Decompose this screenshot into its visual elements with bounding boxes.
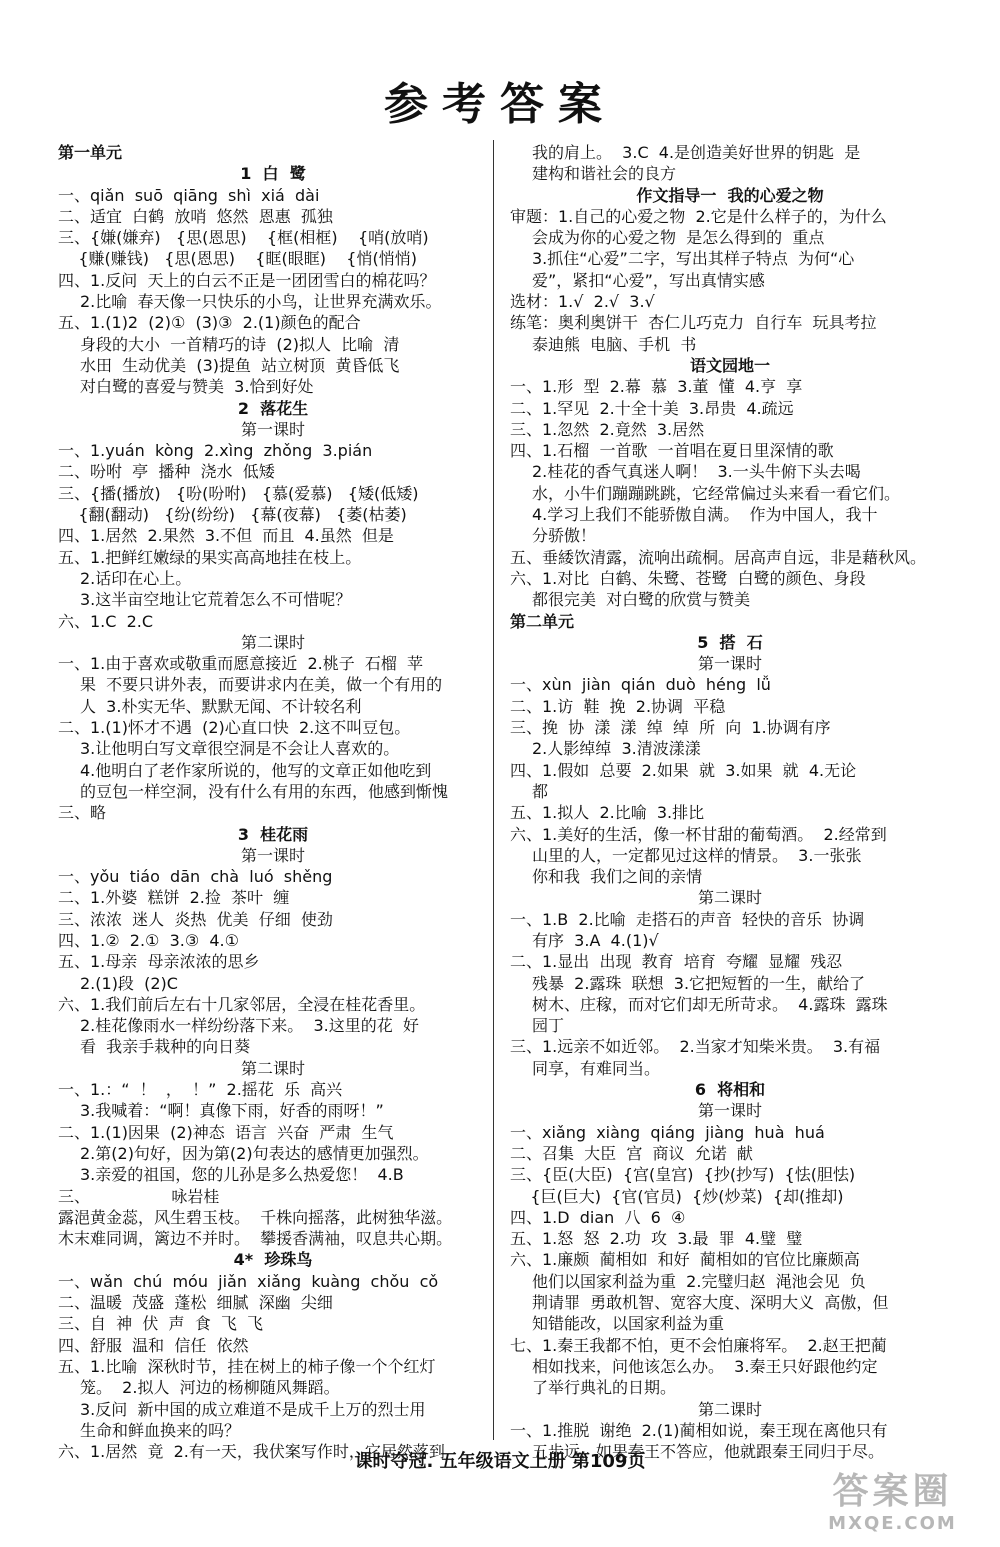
unit-heading: 第二单元 (510, 611, 575, 631)
answer-line: 2.话印在心上。 (80, 568, 192, 588)
answer-line: 三、{播(播放) {吩(吩咐) {慕(爱慕) {矮(低矮) (58, 483, 419, 503)
session-heading: 第一课时 (240, 419, 305, 439)
page-title: 参考答案 (384, 79, 616, 130)
answer-line: 一、1.B 2.比喻 走搭石的声音 轻快的音乐 协调 (510, 909, 865, 929)
answer-line: 园丁 (532, 1016, 565, 1036)
answer-line: 2.桂花像雨水一样纷纷落下来。 3.这里的花 好 (80, 1016, 419, 1036)
answer-line: 2.比喻 春天像一只快乐的小鸟，让世界充满欢乐。 (80, 292, 442, 312)
session-heading: 第二课时 (240, 1058, 305, 1078)
answer-line: 4.学习上我们不能骄傲自满。 作为中国人，我十 (532, 505, 878, 525)
answer-line: 4.他明白了老作家所说的，他写的文章正如他吃到 (80, 760, 432, 780)
answer-line: 树木、庄稼，而对它们却无所苛求。 4.露珠 露珠 (532, 994, 888, 1014)
answer-line: 四、1.石榴 一首歌 一首唱在夏日里深情的歌 (510, 441, 834, 461)
answer-line: {赚(赚钱) {思(恩思) {眶(眼眶) {悄(悄悄) (58, 249, 417, 269)
answer-line: 一、yǒu tiáo dān chà luó shěng (58, 867, 333, 887)
answer-line: 同享，有难同当。 (532, 1058, 661, 1078)
lesson-heading: 5 搭 石 (697, 632, 763, 652)
answer-line: 四、1.② 2.① 3.③ 4.① (58, 930, 239, 950)
answer-line: 三、{嫌(嫌弃) {思(恩思) {框(相框) {哨(放哨) (58, 228, 429, 248)
answer-line: 三、1.远亲不如近邻。 2.当家才知柴米贵。 3.有福 (510, 1037, 881, 1057)
answer-line: 六、1.对比 白鹤、朱鹭、苍鹭 白鹭的颜色、身段 (510, 568, 866, 588)
answer-line: 二、1.显出 出现 教育 培育 夸耀 显耀 残忍 (510, 952, 843, 972)
answer-line: 果 不要只讲外表，而要讲求内在美，做一个有用的 (80, 675, 443, 695)
watermark-url: MXQE.COM (828, 1513, 957, 1534)
answer-line: 四、1.居然 2.果然 3.不但 而且 4.虽然 但是 (58, 526, 394, 546)
answer-line: 露浥黄金蕊，风生碧玉枝。 千株向摇落，此树独华滋。 (58, 1207, 453, 1227)
answers-column-left (58, 142, 488, 1462)
answer-line: 三、挽 协 漾 漾 绰 绰 所 向 1.协调有序 (510, 718, 831, 738)
answer-line: 水，小牛们蹦蹦跳跳，它经常偏过头来看一看它们。 (532, 483, 901, 503)
answer-line: 五、1.比喻 深秋时节，挂在树上的柿子像一个个红灯 (58, 1356, 436, 1376)
answer-line: 五、1.(1)2 (2)① (3)③ 2.(1)颜色的配合 (58, 313, 361, 333)
answer-line: 笼。 2.拟人 河边的杨柳随风舞蹈。 (80, 1378, 340, 1398)
session-heading: 第一课时 (697, 1101, 762, 1121)
session-heading: 第二课时 (697, 1399, 762, 1419)
answer-line: 三、自 神 伏 声 食 飞 飞 (58, 1314, 264, 1334)
answer-line: 一、1.形 型 2.幕 慕 3.董 懂 4.亨 享 (510, 377, 803, 397)
answers-column-right (510, 142, 950, 1462)
answer-line: 我的肩上。 3.C 4.是创造美好世界的钥匙 是 (532, 143, 861, 162)
unit-heading: 第一单元 (58, 143, 123, 162)
column-divider (493, 140, 494, 1440)
answer-line: 3.这半亩空地让它荒着怎么不可惜呢？ (80, 590, 352, 610)
session-heading: 第二课时 (240, 632, 305, 652)
answer-line: 身段的大小 一首精巧的诗 (2)拟人 比喻 清 (80, 334, 400, 354)
watermark-text: 答案圈 (832, 1471, 953, 1512)
answer-line: 二、吩咐 亭 播种 浇水 低矮 (58, 462, 275, 482)
answer-line: 五、1.母亲 母亲浓浓的思乡 (58, 952, 260, 972)
session-heading: 第一课时 (240, 845, 305, 865)
answer-line: 一、1.由于喜欢或敬重而愿意接近 2.桃子 石榴 苹 (58, 654, 424, 674)
answer-line: 二、适宜 白鹤 放哨 悠然 恩惠 孤独 (58, 206, 333, 226)
answer-line: 会成为你的心爱之物 是怎么得到的 重点 (532, 228, 825, 248)
answer-line: 生命和鲜血换来的吗？ (80, 1420, 241, 1440)
answer-line: 六、1.我们前后左右十几家邻居，全浸在桂花香里。 (58, 994, 426, 1014)
answer-line: 爱”，紧扣“心爱”，写出真情实感 (532, 270, 765, 290)
answer-line: 三、略 (58, 803, 107, 823)
answer-line: 选材：1.√ 2.√ 3.√ (510, 292, 655, 312)
answer-line: 3.反问 新中国的成立难道不是成千上万的烈士用 (80, 1399, 426, 1419)
answer-line: 残暴 2.露珠 联想 3.它把短暂的一生，献给了 (532, 973, 866, 993)
answer-line: 2.桂花的香气真迷人啊！ 3.一头牛俯下头去喝 (532, 462, 861, 482)
answer-line: 看 我亲手栽种的向日葵 (80, 1037, 251, 1057)
answer-line: 一、1.推脱 谢绝 2.(1)蔺相如说，秦王现在离他只有 (510, 1420, 888, 1440)
answer-line: 的豆包一样空洞，没有什么有用的东西，他感到惭愧 (80, 781, 449, 801)
answer-line: 二、1.访 鞋 挽 2.协调 平稳 (510, 696, 726, 716)
page-footer: 课时夺冠. 五年级语文上册 第109页 (354, 1451, 646, 1472)
answer-line: 一、1.：“ ！ ， ！” 2.摇花 乐 高兴 (58, 1080, 343, 1100)
answer-line: 分骄傲！ (532, 526, 597, 546)
answer-line: 二、1.(1)因果 (2)神态 语言 兴奋 严肃 生气 (58, 1122, 394, 1142)
lesson-heading: 2 落花生 (237, 398, 309, 418)
answer-line: 2.人影绰绰 3.清波漾漾 (532, 739, 701, 759)
answer-line: 2.(1)段 (2)C (80, 973, 178, 993)
answer-line: 一、xiǎng xiàng qiáng jiàng huà huá (510, 1122, 825, 1142)
answer-line: 二、1.外婆 糕饼 2.捡 茶叶 缠 (58, 888, 290, 908)
answer-line: 六、1.C 2.C (58, 611, 154, 631)
answer-line: 他们以国家利益为重 2.完璧归赵 渑池会见 负 (532, 1271, 866, 1291)
answer-line: 泰迪熊 电脑、手机 书 (532, 334, 697, 354)
answer-line: 人 3.朴实无华、默默无闻、不计较名利 (80, 696, 362, 716)
answer-line: 五、1.把鲜红嫩绿的果实高高地挂在枝上。 (58, 547, 362, 567)
answer-line: 2.第(2)句好，因为第(2)句表达的感情更加强烈。 (80, 1143, 429, 1163)
answer-line: 六、1.美好的生活，像一杯甘甜的葡萄酒。 2.经常到 (510, 824, 887, 844)
lesson-heading: 4* 珍珠鸟 (233, 1250, 313, 1270)
answer-line: 都很完美 对白鹭的欣赏与赞美 (532, 590, 751, 610)
answer-line: 四、1.反问 天上的白云不正是一团团雪白的棉花吗？ (58, 270, 436, 290)
answer-line: 五、1.拟人 2.比喻 3.排比 (510, 803, 705, 823)
answer-line: 六、1.廉颇 蔺相如 和好 蔺相如的官位比廉颇高 (510, 1250, 860, 1270)
answer-line: 一、qiǎn suō qiāng shì xiá dài (58, 185, 320, 205)
watermark-logo (800, 1470, 985, 1540)
answer-line: 3.亲爱的祖国，您的儿孙是多么热爱您！ 4.B (80, 1165, 404, 1185)
answer-line: 练笔：奥利奥饼干 杏仁儿巧克力 自行车 玩具考拉 (510, 313, 877, 333)
answer-line: 四、舒服 温和 信任 依然 (58, 1335, 249, 1355)
answer-line: 四、1.假如 总要 2.如果 就 3.如果 就 4.无论 (510, 760, 857, 780)
answer-line: 荆请罪 勇敢机智、宽容大度、深明大义 高傲，但 (532, 1293, 889, 1313)
answer-line: 山里的人，一定都见过这样的情景。 3.一张张 (532, 845, 862, 865)
answer-line: 相如找来，问他该怎么办。 3.秦王只好跟他约定 (532, 1356, 878, 1376)
answer-line: 四、1.D dian 八 6 ④ (510, 1207, 686, 1227)
session-heading: 第一课时 (697, 654, 762, 674)
answer-line: 二、1.罕见 2.十全十美 3.昂贵 4.疏远 (510, 398, 794, 418)
answer-line: 三、{臣(大臣) {宫(皇宫) {抄(抄写) {怯(胆怯) (510, 1165, 856, 1185)
lesson-heading: 语文园地一 (689, 355, 770, 375)
answer-line: 三、1.忽然 2.竟然 3.居然 (510, 419, 705, 439)
answer-line: {翻(翻动) {纷(纷纷) {幕(夜幕) {萎(枯萎) (58, 505, 407, 525)
answer-line: 七、1.秦王我都不怕，更不会怕廉将军。 2.赵王把蔺 (510, 1335, 887, 1355)
answer-line: 二、温暖 茂盛 蓬松 细腻 深幽 尖细 (58, 1293, 333, 1313)
answer-line: 对白鹭的喜爱与赞美 3.恰到好处 (80, 377, 314, 397)
answer-line: 一、1.yuán kòng 2.xìng zhǒng 3.pián (58, 441, 373, 461)
answer-line: 六、1.居然 竟 2.有一天，我伏案写作时，它居然落到 (58, 1442, 445, 1462)
lesson-heading: 6 将相和 (694, 1080, 766, 1100)
answer-line: {巨(巨大) {官(官员) {炒(炒菜) {却(推却) (510, 1186, 844, 1206)
answer-line: 五、1.怒 怒 2.功 攻 3.最 罪 4.璧 璧 (510, 1229, 803, 1249)
session-heading: 第二课时 (697, 888, 762, 908)
lesson-heading: 1 白 鹭 (240, 164, 306, 184)
answer-line: 审题：1.自己的心爱之物 2.它是什么样子的，为什么 (510, 206, 887, 226)
lesson-heading: 作文指导一 我的心爱之物 (636, 185, 824, 205)
answer-line: 三、浓浓 迷人 炎热 优美 仔细 使劲 (58, 909, 333, 929)
answer-line: 一、xùn jiàn qián duò héng lǚ (510, 675, 771, 695)
answer-line: 二、召集 大臣 宫 商议 允诺 献 (510, 1143, 753, 1163)
answer-line: 水田 生动优美 (3)提鱼 站立树顶 黄昏低飞 (80, 355, 400, 375)
answer-line: 3.我喊着：“啊！真像下雨，好香的雨呀！” (80, 1101, 384, 1121)
answer-line: 3.抓住“心爱”二字，写出其样子特点 为何“心 (532, 249, 855, 269)
answer-line: 五、垂緌饮清露，流响出疏桐。居高声自远，非是藉秋风。 (510, 547, 927, 567)
answer-line: 一、wǎn chú móu jiǎn xiǎng kuàng chǒu cǒ (58, 1271, 439, 1291)
answer-line: 二、1.(1)怀才不遇 (2)心直口快 2.这不叫豆包。 (58, 718, 411, 738)
answer-line: 建构和谐社会的良方 (532, 164, 677, 184)
answer-line: 都 (532, 781, 549, 801)
answer-line: 知错能改，以国家利益为重 (532, 1314, 725, 1334)
lesson-heading: 3 桂花雨 (237, 824, 309, 844)
answer-line: 木末难同调，篱边不并时。 攀援香满袖，叹息共心期。 (58, 1229, 453, 1249)
answer-line: 3.让他明白写文章很空洞是不会让人喜欢的。 (80, 739, 400, 759)
answer-line: 了举行典礼的日期。 (532, 1378, 677, 1398)
answer-line: 你和我 我们之间的亲情 (532, 867, 703, 887)
answer-line: 五步远，如果秦王不答应，他就跟秦王同归于尽。 (532, 1442, 885, 1462)
answer-line: 三、 咏岩桂 (58, 1186, 220, 1206)
answer-line: 有序 3.A 4.(1)√ (532, 930, 659, 950)
